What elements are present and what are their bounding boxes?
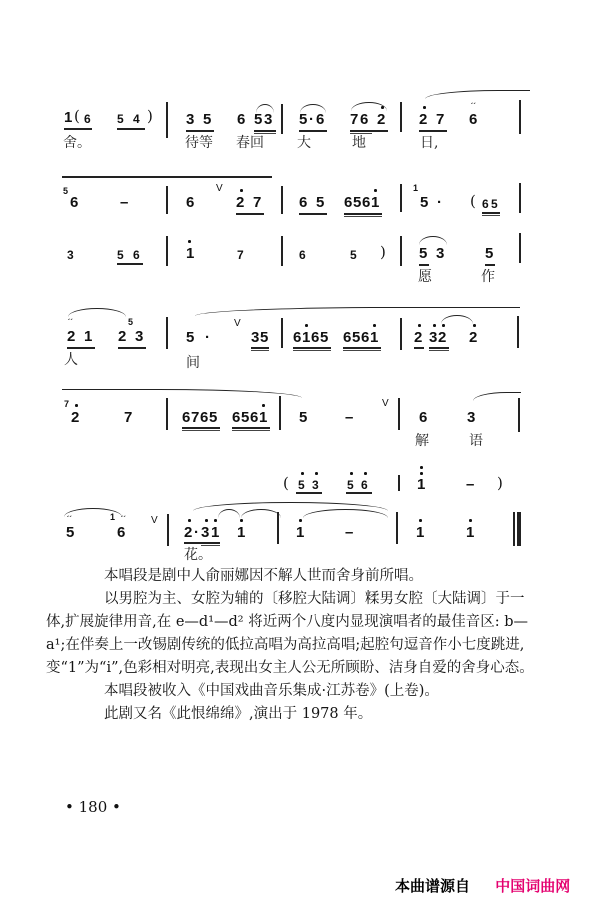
note: 5 [241, 409, 251, 426]
barline [166, 186, 168, 214]
octave-dot [305, 324, 308, 327]
octave-dot [423, 106, 426, 109]
underline-2 [293, 350, 331, 351]
note: 3 [67, 248, 75, 262]
note: 6 [70, 194, 80, 211]
note: 6 [182, 409, 192, 426]
breath-mark: V [382, 398, 389, 409]
note: 5 [350, 248, 358, 262]
underline-2 [254, 133, 276, 134]
barline [398, 475, 400, 491]
note: 5 [299, 111, 309, 128]
octave-dot [240, 189, 243, 192]
note: 6 [344, 194, 354, 211]
slur-long [195, 307, 520, 316]
note: 6 [361, 329, 371, 346]
note: 6 [84, 112, 92, 126]
note: 2 [377, 111, 387, 128]
note: 5 [117, 248, 125, 262]
note: 2 [184, 524, 194, 541]
octave-dot [188, 519, 191, 522]
lyric: 语 [469, 433, 483, 449]
lyric: 春回 [236, 135, 264, 151]
note: 5 [299, 409, 309, 426]
commentary-text [46, 565, 535, 726]
note: 5 [485, 245, 495, 262]
note: 6 [361, 478, 369, 492]
note: 6 [232, 409, 242, 426]
dash: – [120, 194, 130, 211]
note: 7 [124, 409, 134, 426]
underline [293, 347, 331, 349]
underline [343, 347, 381, 349]
underline [296, 492, 322, 494]
dash: – [345, 524, 355, 541]
slur [300, 104, 326, 113]
breath-mark: V [151, 515, 158, 526]
note: 5 [316, 194, 326, 211]
note: 2 [71, 409, 81, 426]
barline [277, 512, 279, 544]
underline [414, 347, 424, 349]
dot-extension: · [194, 524, 200, 541]
note: 3 [312, 478, 320, 492]
octave-dot [301, 472, 304, 475]
note: 6 [299, 248, 307, 262]
note: 2 [67, 328, 77, 345]
slur-continued [62, 176, 272, 180]
note: 6 [311, 329, 321, 346]
note: 6 [362, 194, 372, 211]
source-site-link[interactable]: 中国词曲网 [495, 877, 571, 895]
note: 6 [299, 194, 309, 211]
underline-2 [344, 216, 382, 217]
note: 5 [320, 329, 330, 346]
note: 3 [429, 329, 439, 346]
octave-dot [473, 324, 476, 327]
note: 5 [254, 111, 264, 128]
barline [281, 236, 283, 266]
underline [485, 264, 495, 266]
barline [519, 100, 521, 134]
note: 1 [417, 476, 427, 493]
underline [118, 347, 146, 349]
octave-dot [420, 466, 423, 469]
barline [398, 398, 400, 430]
octave-dot [188, 240, 191, 243]
underline-2 [182, 430, 220, 431]
note: 2 [118, 328, 128, 345]
note: 5 [209, 409, 219, 426]
grace-note: 5 [128, 317, 134, 327]
note: 6 [293, 329, 303, 346]
grace-note: 7 [64, 399, 70, 409]
note: 3 [201, 524, 211, 541]
underline-2 [201, 545, 220, 546]
barline [281, 318, 283, 348]
octave-dot [420, 472, 423, 475]
note: 3 [467, 409, 477, 426]
note: 6 [316, 111, 326, 128]
note: 4 [133, 112, 141, 126]
octave-dot [374, 189, 377, 192]
note: 5 [347, 478, 355, 492]
underline-2 [343, 350, 381, 351]
slur [419, 236, 447, 245]
underline [251, 347, 269, 349]
underline [419, 130, 447, 132]
note: 2 [419, 111, 429, 128]
breath-mark: V [234, 318, 241, 329]
slur-continuing [425, 90, 530, 99]
slur [68, 308, 126, 317]
note: 7 [253, 194, 263, 211]
underline [182, 427, 220, 429]
slur [256, 104, 274, 113]
commentary-paragraph-4: 此剧又名《此恨绵绵》,演出于 1978 年。 [104, 706, 373, 722]
underline [429, 347, 449, 349]
commentary-paragraph-2: 以男腔为主、女腔为辅的〔移腔大陆调〕糅男女腔〔大陆调〕于一体,扩展旋律用音,在 e—d¹—d² 将近两个八度内显现演唱者的最佳音区: b—a¹;在伴奏上一改锡剧传统的低拉高唱为高拉高唱;起腔句逗音作小七度跳进,变“1”为“i”,色彩相对明亮,表现出女主人公无所顾盼、洁身自爱的舍身心态。 [46, 591, 534, 676]
underline [299, 130, 327, 132]
paren-open: ( [283, 474, 289, 492]
trill-ornament: ´´ [120, 515, 126, 524]
lyric: 解 [415, 433, 429, 449]
underline [117, 128, 145, 130]
note: 3 [251, 329, 261, 346]
dash: – [466, 476, 476, 493]
paren-close: ) [380, 243, 386, 261]
lyric: 待等 [185, 135, 213, 151]
slur [351, 102, 387, 111]
barline [281, 186, 283, 214]
barline [519, 233, 521, 263]
final-barline-thick [517, 512, 521, 546]
barline [400, 236, 402, 266]
octave-dot [214, 519, 217, 522]
final-barline-thin [513, 512, 515, 546]
note: 1 [416, 524, 426, 541]
barline [281, 104, 283, 134]
barline [518, 398, 520, 432]
note: 1 [237, 524, 247, 541]
note: 2 [414, 329, 424, 346]
note: 6 [469, 111, 479, 128]
underline [344, 213, 382, 215]
note: 1 [84, 328, 94, 345]
note: 5 [419, 245, 429, 262]
underline [346, 492, 372, 494]
note: 7 [436, 111, 446, 128]
octave-dot [469, 519, 472, 522]
lyric: 人 [64, 352, 78, 368]
note: 2 [469, 329, 479, 346]
note: 2 [236, 194, 246, 211]
grace-note: 5 [63, 186, 69, 196]
octave-dot [433, 324, 436, 327]
note: 5 [491, 197, 499, 211]
underline [236, 213, 264, 215]
octave-dot [205, 519, 208, 522]
octave-dot [75, 404, 78, 407]
note: 3 [186, 111, 196, 128]
barline [166, 236, 168, 266]
note: 2 [438, 329, 448, 346]
grace-note: 1 [413, 183, 419, 193]
note: 6 [186, 194, 196, 211]
note: 6 [360, 111, 370, 128]
note: 6 [237, 111, 247, 128]
note: 1 [211, 524, 221, 541]
barline [166, 398, 168, 430]
note: 5 [298, 478, 306, 492]
note: 5 [66, 524, 76, 541]
octave-dot [364, 472, 367, 475]
note: 1 [302, 329, 312, 346]
underline [482, 212, 500, 214]
underline-2 [251, 350, 269, 351]
underline [67, 347, 95, 349]
note: 3 [135, 328, 145, 345]
note: 6 [343, 329, 353, 346]
trill-ornament: ´´ [67, 318, 73, 327]
note: 1 [466, 524, 476, 541]
underline [254, 130, 276, 132]
lyric: 愿 [418, 269, 432, 285]
note: 5 [353, 194, 363, 211]
slur-continued [62, 389, 302, 398]
note: 6 [200, 409, 210, 426]
paren-open: ( [470, 192, 476, 210]
octave-dot [418, 324, 421, 327]
slur-continuing [473, 392, 521, 401]
lyric: 间 [186, 355, 200, 371]
underline [419, 264, 429, 266]
underline-2 [482, 215, 500, 216]
note: 7 [350, 111, 360, 128]
trill-ornament: ´´ [470, 102, 476, 111]
underline [299, 213, 327, 215]
commentary-paragraph-1: 本唱段是剧中人俞丽娜因不解人世而舍身前所唱。 [104, 568, 423, 584]
barline [167, 514, 169, 546]
note: 7 [237, 248, 245, 262]
note: 5 [117, 112, 125, 126]
note: 1 [186, 245, 196, 262]
source-footer [395, 875, 570, 896]
octave-dot [350, 472, 353, 475]
dot-extension: · [205, 329, 211, 346]
lyric: 作 [481, 269, 495, 285]
note: 7 [191, 409, 201, 426]
note: 3 [264, 111, 274, 128]
note: 1 [259, 409, 269, 426]
barline [166, 102, 168, 138]
note: 1 [371, 194, 381, 211]
octave-dot [373, 324, 376, 327]
paren-open: ( [74, 107, 80, 125]
page-number: • 180 • [65, 798, 121, 816]
lyric: 地 [352, 135, 366, 151]
trill-ornament: ´´ [66, 515, 72, 524]
lyric: 花。 [184, 547, 212, 563]
note: 1 [370, 329, 380, 346]
barline [400, 184, 402, 212]
note: 5 [186, 329, 196, 346]
note: 6 [250, 409, 260, 426]
barline [279, 396, 281, 430]
note: 5 [260, 329, 270, 346]
lyric: 大 [297, 135, 311, 151]
dash: – [345, 409, 355, 426]
barline [396, 512, 398, 544]
commentary-paragraph-3: 本唱段被收入《中国戏曲音乐集成·江苏卷》(上卷)。 [104, 683, 439, 699]
paren-close: ) [147, 107, 153, 125]
underline [184, 542, 220, 544]
underline-2 [232, 430, 270, 431]
grace-note: 1 [110, 512, 116, 522]
octave-dot [262, 404, 265, 407]
underline-2 [429, 350, 449, 351]
underline-2 [350, 133, 372, 134]
slur [441, 315, 473, 324]
underline [64, 128, 92, 130]
note: 6 [419, 409, 429, 426]
note: 1 [296, 524, 306, 541]
note: 5 [203, 111, 213, 128]
breath-mark: V [216, 183, 223, 194]
note: 6 [133, 248, 141, 262]
lyric: 日, [420, 135, 439, 151]
note: 5 [420, 194, 430, 211]
octave-dot [299, 519, 302, 522]
barline [519, 183, 521, 213]
underline [232, 427, 270, 429]
note: 1 [64, 109, 74, 126]
underline [186, 130, 214, 132]
underline [117, 263, 143, 265]
lyric: 舍。 [63, 135, 91, 151]
paren-close: ) [497, 474, 503, 492]
note: 5 [352, 329, 362, 346]
note: 6 [117, 524, 127, 541]
barline [400, 318, 402, 350]
octave-dot [442, 324, 445, 327]
dot-extension: · [437, 194, 443, 211]
underline [350, 130, 388, 132]
dot-extension: · [309, 111, 315, 128]
barline [517, 316, 519, 348]
octave-dot [315, 472, 318, 475]
barline [400, 102, 402, 132]
octave-dot [240, 519, 243, 522]
octave-dot [419, 519, 422, 522]
note: 3 [436, 245, 446, 262]
barline [166, 317, 168, 349]
source-label: 本曲谱源自 [395, 877, 471, 895]
note: 6 [482, 197, 490, 211]
